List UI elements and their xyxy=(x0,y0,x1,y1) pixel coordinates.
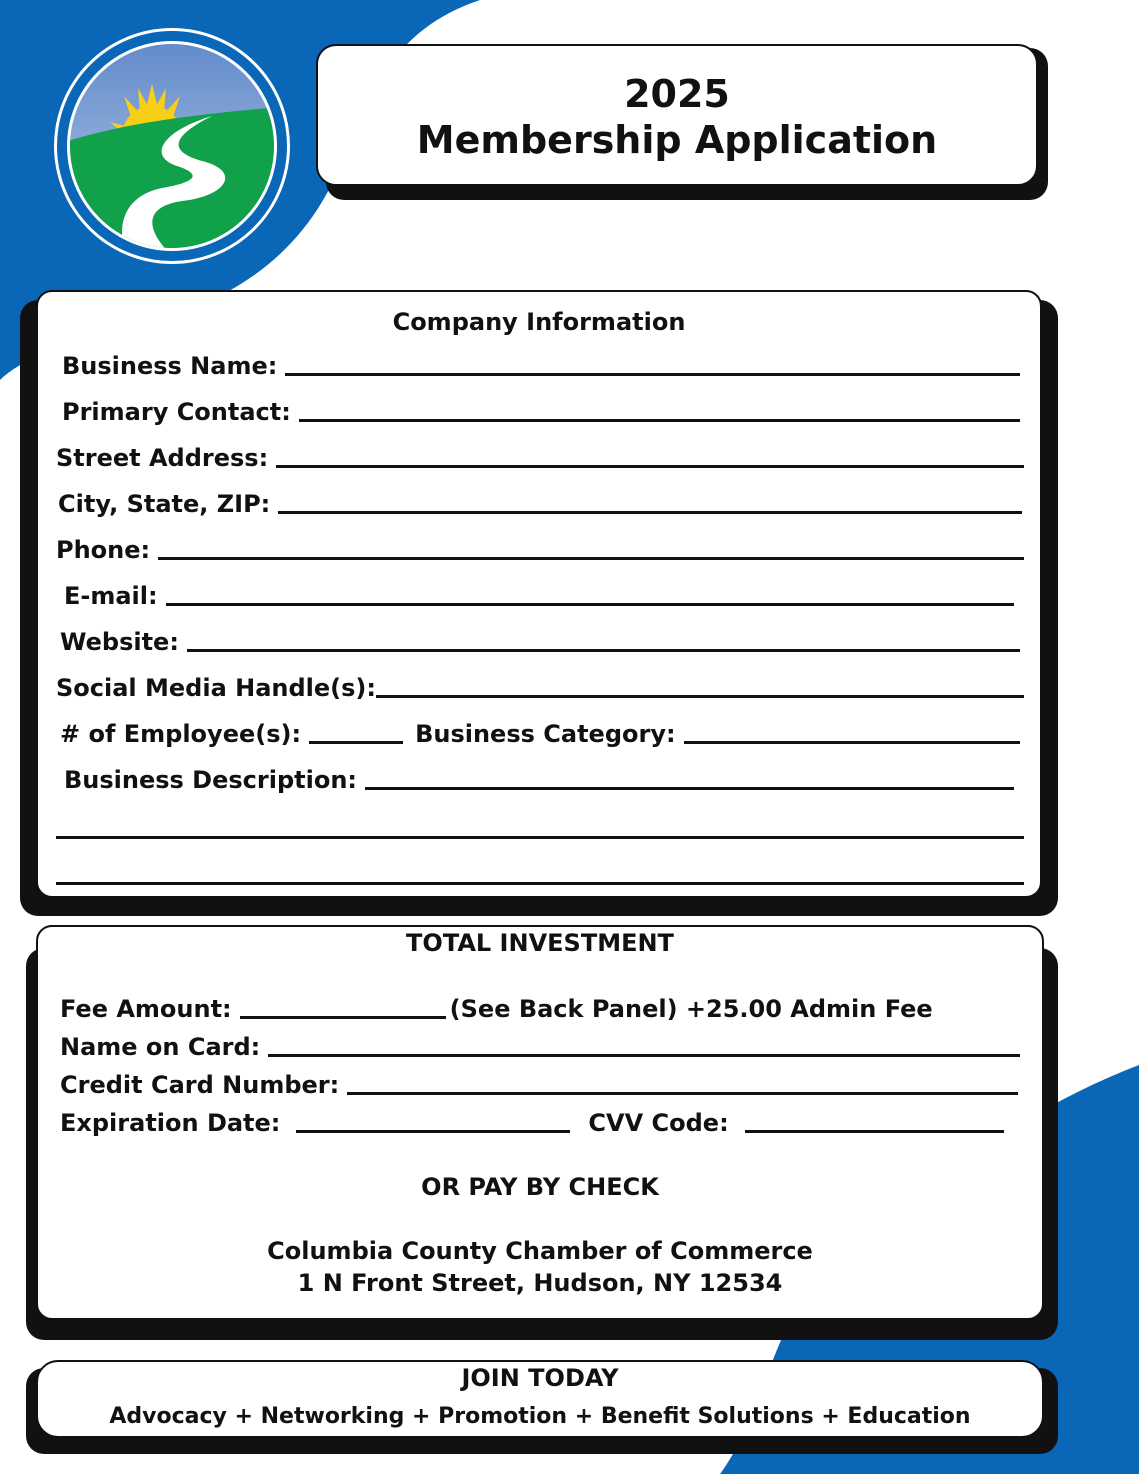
business-description-line[interactable] xyxy=(365,787,1014,790)
city-state-zip-label: City, State, ZIP: xyxy=(58,490,271,518)
expiration-line[interactable] xyxy=(296,1130,570,1133)
business-category-line[interactable] xyxy=(684,741,1020,744)
cvv-label: CVV Code: xyxy=(588,1109,729,1137)
fee-amount-field[interactable] xyxy=(60,993,1022,1023)
name-on-card-line[interactable] xyxy=(268,1054,1020,1057)
employees-category-row xyxy=(60,718,1020,748)
fee-note: (See Back Panel) +25.00 Admin Fee xyxy=(449,995,933,1023)
website-line[interactable] xyxy=(187,649,1020,652)
chamber-address: 1 N Front Street, Hudson, NY 12534 xyxy=(297,1269,783,1297)
primary-contact-field[interactable] xyxy=(62,396,1020,426)
pay-by-check-heading: OR PAY BY CHECK xyxy=(421,1173,659,1201)
city-state-zip-line[interactable] xyxy=(278,511,1022,514)
name-on-card-label: Name on Card: xyxy=(60,1033,261,1061)
business-category-label: Business Category: xyxy=(415,720,676,748)
street-address-field[interactable] xyxy=(56,442,1024,472)
social-media-label: Social Media Handle(s): xyxy=(56,674,376,702)
fee-amount-line[interactable] xyxy=(240,1016,446,1019)
email-field[interactable] xyxy=(64,580,1014,610)
company-section-title: Company Information xyxy=(392,308,686,336)
sunrise-river-logo xyxy=(52,26,292,266)
employees-line[interactable] xyxy=(309,741,403,744)
chamber-name: Columbia County Chamber of Commerce xyxy=(267,1237,813,1265)
company-info-card xyxy=(36,290,1042,898)
description-line-2[interactable] xyxy=(56,836,1024,839)
business-description-field[interactable] xyxy=(64,764,1014,794)
card-number-field[interactable] xyxy=(60,1069,1018,1099)
social-media-field[interactable] xyxy=(56,672,1024,702)
investment-section-title: TOTAL INVESTMENT xyxy=(406,929,674,957)
social-media-line[interactable] xyxy=(376,695,1024,698)
join-today-card xyxy=(36,1360,1044,1438)
expiration-cvv-row xyxy=(60,1107,1004,1137)
card-number-label: Credit Card Number: xyxy=(60,1071,340,1099)
name-on-card-field[interactable] xyxy=(60,1031,1020,1061)
street-address-line[interactable] xyxy=(276,465,1024,468)
business-name-line[interactable] xyxy=(285,373,1020,376)
city-state-zip-field[interactable] xyxy=(58,488,1022,518)
business-description-label: Business Description: xyxy=(64,766,358,794)
street-address-label: Street Address: xyxy=(56,444,269,472)
investment-card xyxy=(36,925,1044,1320)
phone-label: Phone: xyxy=(56,536,151,564)
business-name-label: Business Name: xyxy=(62,352,278,380)
website-field[interactable] xyxy=(60,626,1020,656)
primary-contact-line[interactable] xyxy=(299,419,1020,422)
website-label: Website: xyxy=(60,628,179,656)
expiration-label: Expiration Date: xyxy=(60,1109,281,1137)
phone-field[interactable] xyxy=(56,534,1024,564)
fee-amount-label: Fee Amount: xyxy=(60,995,232,1023)
email-label: E-mail: xyxy=(64,582,158,610)
business-name-field[interactable] xyxy=(62,350,1020,380)
title-year: 2025 xyxy=(624,72,730,116)
join-today-heading: JOIN TODAY xyxy=(461,1364,619,1392)
description-line-3[interactable] xyxy=(56,882,1024,885)
page-title: Membership Application xyxy=(416,118,938,162)
email-line[interactable] xyxy=(166,603,1014,606)
phone-line[interactable] xyxy=(158,557,1024,560)
benefits-tagline: Advocacy + Networking + Promotion + Benefit Solutions + Education xyxy=(109,1404,971,1429)
primary-contact-label: Primary Contact: xyxy=(62,398,291,426)
card-number-line[interactable] xyxy=(347,1092,1018,1095)
employees-label: # of Employee(s): xyxy=(60,720,302,748)
title-card xyxy=(316,44,1038,186)
cvv-line[interactable] xyxy=(745,1130,1004,1133)
